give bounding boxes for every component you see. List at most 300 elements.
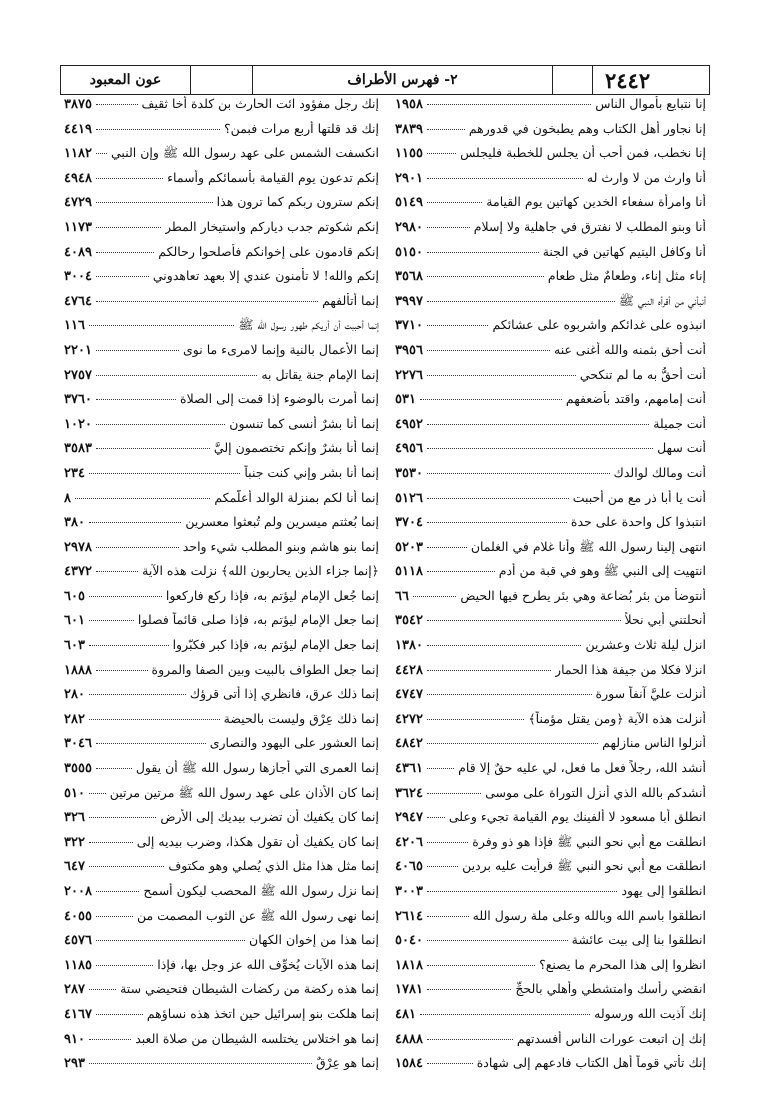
entry-number: ٣٠٠٣	[395, 884, 423, 899]
entry-text: إنك قد قلتها أربع مرات فبمن؟	[224, 120, 379, 136]
entry-text: إنما الأعمال بالنية وإنما لامرىء ما نوى	[183, 341, 379, 357]
dot-leader	[427, 891, 618, 892]
dot-leader	[427, 301, 615, 302]
entry-text: أنزلوا الناس منازلهم	[602, 735, 706, 751]
entry-text: إنما أنا بشرٌ أنسى كما تنسون	[229, 415, 379, 431]
entry-number: ٤٣٧٢	[64, 564, 92, 580]
dot-leader	[420, 1014, 590, 1015]
index-entry	[64, 121, 379, 146]
index-entry	[64, 908, 379, 933]
entry-text: إنكم شكوتم جدب دياركم واستيخار المطر	[165, 218, 379, 234]
entry-number: ٤٣٦١	[395, 761, 423, 777]
dot-leader	[427, 645, 582, 646]
entry-number: ١٣٨٠	[395, 638, 423, 654]
book-title: عون المعبود	[89, 72, 162, 88]
dot-leader	[89, 817, 156, 818]
entry-text: إنك آذيت الله ورسوله	[594, 1005, 706, 1021]
entry-number: ٦٠٣	[64, 638, 85, 654]
entry-number: ٣٥٣٠	[395, 465, 423, 481]
dot-leader	[89, 866, 164, 867]
index-entry	[395, 170, 706, 195]
entry-number: ٣٧٦٠	[64, 392, 92, 408]
dot-leader	[96, 399, 176, 400]
entry-text: أنزلت هذه الآية ﴿ومن يقتل مؤمناً﴾	[528, 710, 706, 726]
entry-number: ٣٧١٠	[395, 318, 423, 334]
entry-number: ١٩٥٨	[395, 97, 423, 112]
dot-leader	[427, 227, 470, 228]
entry-number: ٦٦	[395, 588, 409, 604]
index-entry	[395, 981, 706, 1006]
entry-text: انطلق أبا مسعود لا ألفينك يوم القيامة تجيء وعلى	[448, 809, 706, 825]
entry-number: ٢٧٥٧	[64, 367, 92, 383]
dot-leader	[427, 473, 610, 474]
entry-number: ١١٨٢	[64, 146, 92, 162]
index-entry	[64, 490, 379, 515]
index-entry	[395, 514, 706, 539]
entry-text: إنك إن اتبعت عورات الناس أفسدتهم	[516, 1030, 706, 1046]
dot-leader	[427, 129, 465, 130]
index-entry	[64, 957, 379, 982]
dot-leader	[427, 522, 567, 523]
entry-number: ١٨٨٨	[64, 662, 92, 678]
entry-text: انطلقوا إلى يهود	[621, 883, 706, 898]
entry-text: إنما ذلك عِرْق وليست بالحيضة	[223, 710, 379, 726]
entry-number: ٩١٠	[64, 1031, 85, 1047]
index-entry	[395, 563, 706, 588]
index-entry	[395, 760, 706, 785]
entry-number: ٣٦٢٤	[395, 785, 423, 801]
entry-number: ٢٩٧٨	[64, 539, 92, 555]
index-entry	[395, 416, 706, 441]
entry-number: ٢٩٤٧	[395, 810, 423, 826]
index-entry	[64, 686, 379, 711]
entry-text: إنما نزل رسول الله ﷺ المحصب ليكون أسمح	[143, 883, 379, 898]
dot-leader	[427, 202, 482, 203]
entry-text: إناء مثل إناء، وطعامٌ مثل طعام	[547, 268, 706, 284]
entry-text: إنما أتألفهم	[322, 292, 379, 308]
dot-leader	[427, 817, 445, 818]
index-entry	[64, 858, 379, 883]
entry-text: أنبأني من أقرأه النبي ﷺ	[618, 292, 706, 308]
index-entry	[395, 317, 706, 342]
index-entry	[64, 563, 379, 588]
index-entry	[395, 711, 706, 736]
index-entry	[64, 735, 379, 760]
dot-leader	[427, 325, 489, 326]
dot-leader	[413, 596, 456, 597]
entry-number: ٤٠٦٥	[395, 859, 423, 875]
index-entry	[395, 662, 706, 687]
entry-text: انزلا فكلا من جيفة هذا الحمار	[555, 661, 706, 677]
entry-number: ٣٠٠٤	[64, 269, 92, 285]
entry-number: ٣٠٤٦	[64, 736, 92, 752]
entry-text: إنما بنو هاشم وبنو المطلب شيء واحد	[182, 538, 379, 554]
index-entry	[64, 367, 379, 392]
entry-number: ٣٧٠٤	[395, 515, 423, 531]
entry-text: إنا نتبايع بأموال الناس	[595, 96, 706, 111]
dot-leader	[96, 670, 148, 671]
index-entry	[64, 1055, 379, 1080]
entry-text: إنا نخطب، فمن أحب أن يجلس للخطبة فليجلس	[460, 145, 706, 161]
index-entry	[395, 194, 706, 219]
dot-leader	[427, 719, 524, 720]
dot-leader	[427, 448, 653, 449]
entry-number: ٣٩٩٧	[395, 293, 423, 309]
entry-number: ٤٨١	[395, 1006, 416, 1022]
index-entry	[64, 981, 379, 1006]
entry-number: ٣٨٠	[64, 515, 85, 531]
index-entry	[395, 883, 706, 908]
page-number: ٢٤٤٢	[592, 66, 709, 94]
dot-leader	[427, 252, 539, 253]
index-entry	[395, 268, 706, 293]
entry-number: ٣٥٥٥	[64, 761, 92, 777]
entry-number: ٨	[64, 490, 71, 506]
entry-number: ٢٣٤	[64, 465, 85, 481]
dot-leader	[89, 842, 133, 843]
index-entry	[395, 834, 706, 859]
entry-number: ٤٧٢٩	[64, 195, 92, 211]
dot-leader	[427, 743, 598, 744]
entry-number: ٣٥٤٢	[395, 613, 423, 629]
entry-number: ٣٥٨٣	[64, 441, 92, 457]
entry-number: ١١٦	[64, 318, 85, 334]
dot-leader	[96, 547, 179, 548]
entry-text: ﴿إنما جزاء الذين يحاربون الله﴾ نزلت هذه الآية	[142, 563, 379, 579]
page-header	[60, 65, 710, 95]
index-entry	[64, 416, 379, 441]
dot-leader	[96, 178, 163, 179]
entry-number: ٤٩٥٦	[395, 441, 423, 457]
entry-number: ٥٣١	[395, 392, 416, 408]
entry-text: إنما كان يكفيك أن تضرب بيديك إلى الأرض	[160, 809, 379, 825]
dot-leader	[96, 1014, 143, 1015]
dot-leader	[96, 375, 257, 376]
dot-leader	[75, 498, 210, 499]
entry-number: ٥١٠	[64, 785, 85, 801]
index-entry	[64, 465, 379, 490]
dot-leader	[96, 743, 206, 744]
entry-number: ٣٥٦٨	[395, 269, 423, 285]
entry-number: ٢٦١٤	[395, 908, 423, 924]
entry-text: انظروا إلى هذا المحرم ما يصنع؟	[539, 956, 706, 972]
index-entry	[64, 662, 379, 687]
index-entry	[395, 121, 706, 146]
index-entry	[395, 588, 706, 613]
index-entry	[395, 1055, 706, 1080]
entry-number: ٤٢٧٢	[395, 711, 423, 727]
index-entry	[395, 809, 706, 834]
index-entry	[395, 490, 706, 515]
dot-leader	[96, 153, 107, 154]
entry-text: إنما الإمام جنة يقاتل به	[261, 366, 379, 382]
entry-text: أنت أحقُّ به ما لم تنكحي	[579, 366, 706, 382]
index-entry	[64, 612, 379, 637]
index-entry	[395, 342, 706, 367]
entry-number: ٦٤٧	[64, 859, 85, 875]
dot-leader	[427, 350, 550, 351]
index-entry	[64, 785, 379, 810]
entry-text: إنما العشور على اليهود والنصارى	[209, 735, 379, 751]
entry-number: ٤٧٦٤	[64, 293, 92, 309]
dot-leader	[96, 571, 138, 572]
index-entry	[64, 219, 379, 244]
dot-leader	[96, 424, 225, 425]
section-title: ٢- فهرس الأطراف	[252, 66, 552, 94]
dot-leader	[427, 940, 568, 941]
dot-leader	[89, 522, 181, 523]
entry-number: ١١٨٥	[64, 957, 92, 973]
entry-text: أنا وامرأة سفعاء الخدين كهاتين يوم القيامة	[486, 194, 706, 210]
dot-leader	[427, 620, 621, 621]
dot-leader	[96, 202, 213, 203]
dot-leader	[89, 325, 234, 326]
entry-text: انطلقوا باسم الله وبالله وعلى ملة رسول الله	[472, 907, 706, 923]
dot-leader	[89, 694, 186, 695]
entry-text: إنما بُعثتم ميسرين ولم تُبعثوا معسرين	[185, 514, 379, 530]
entry-number: ٦٠١	[64, 613, 85, 629]
entry-text: إنما أنا لكم بمنزلة الوالد أعلّمكم	[214, 489, 379, 505]
dot-leader	[427, 276, 544, 277]
dot-leader	[427, 793, 481, 794]
entry-text: انبذوه على غدائكم واشربوه على عشائكم	[492, 317, 706, 333]
entry-text: أنا وارث من لا وارث له	[586, 169, 706, 185]
entry-number: ١٥٨٤	[395, 1056, 423, 1072]
index-entry	[64, 932, 379, 957]
entry-number: ٥٢٠٣	[395, 539, 423, 555]
entry-text: إنما جعل الإمام ليؤتم به، فإذا صلى قائماً فصلوا	[137, 612, 379, 628]
entry-number: ٤٧٤٧	[395, 687, 423, 703]
index-entry	[64, 244, 379, 269]
dot-leader	[427, 989, 511, 990]
index-entry	[395, 1031, 706, 1056]
entry-text: انتهى إلينا رسول الله ﷺ وأنا غلام في الغلمان	[470, 538, 706, 554]
dot-leader	[427, 670, 551, 671]
entry-number: ٢٢٧٦	[395, 367, 423, 383]
entry-text: إنكم قادمون على إخوانكم فأصلحوا رحالكم	[158, 243, 379, 259]
dot-leader	[427, 178, 583, 179]
entry-text: أنحلتني أبي نحلاً	[624, 612, 706, 628]
entry-text: انقضي رأسك وامتشطي وأهلي بالحجِّ	[515, 981, 706, 997]
entry-text: إنك رجل مفؤود ائت الحارث بن كلدة أخا ثقيف	[141, 96, 379, 111]
entry-text: انزل ليلة ثلاث وعشرين	[585, 637, 706, 653]
entry-number: ٢٨٢	[64, 711, 85, 727]
dot-leader	[427, 547, 467, 548]
index-entry	[395, 785, 706, 810]
entry-text: انتهيت إلى النبي ﷺ وهو في قبة من أدم	[498, 563, 706, 579]
entry-text: إنكم والله! لا تأمنون عندي إلا بعهد تعاهدوني	[152, 268, 379, 284]
index-entry	[395, 957, 706, 982]
entry-text: انكسفت الشمس على عهد رسول الله ﷺ وإن النبي	[111, 145, 379, 161]
dot-leader	[96, 448, 210, 449]
index-entry	[64, 145, 379, 170]
entry-number: ٤٩٥٢	[395, 416, 423, 432]
dot-leader	[427, 1039, 513, 1040]
dot-leader	[427, 424, 649, 425]
dot-leader	[96, 916, 133, 917]
entry-number: ٢٢٠١	[64, 342, 92, 358]
entry-number: ١١٧٣	[64, 219, 92, 235]
entry-number: ٤١٦٧	[64, 1006, 92, 1022]
dot-leader	[89, 620, 134, 621]
dot-leader	[427, 498, 569, 499]
index-entry	[395, 612, 706, 637]
dot-leader	[96, 227, 161, 228]
entry-number: ٢٨٠	[64, 687, 85, 703]
dot-leader	[427, 1063, 473, 1064]
entry-text: أنشدكم بالله الذي أنزل التوراة على موسى	[485, 784, 706, 800]
index-entry	[64, 268, 379, 293]
entry-text: إنكم تدعون يوم القيامة بأسمائكم وأسماء	[167, 169, 379, 185]
entry-number: ٣٨٧٥	[64, 97, 92, 112]
entry-number: ٦٠٥	[64, 588, 85, 604]
dot-leader	[427, 571, 495, 572]
dot-leader	[89, 473, 240, 474]
entry-number: ١٨١٨	[395, 957, 423, 973]
dot-leader	[96, 768, 132, 769]
entry-text: إنا نجاور أهل الكتاب وهم يطبخون في قدورهم	[468, 120, 706, 136]
entry-text: إنما هذا من إخوان الكهان	[249, 932, 379, 948]
entry-text: أنت سهل	[657, 440, 706, 456]
index-entry	[395, 932, 706, 957]
index-entry	[395, 367, 706, 392]
index-entry	[64, 1031, 379, 1056]
header-spacer	[552, 66, 592, 94]
dot-leader	[427, 375, 576, 376]
entry-number: ٢٠٠٨	[64, 884, 92, 899]
entry-number: ٣٩٥٦	[395, 342, 423, 358]
dot-leader	[89, 719, 220, 720]
entry-text: إنما أُمرت بالوضوء إذا قمت إلى الصلاة	[180, 391, 379, 407]
dot-leader	[96, 276, 149, 277]
left-column	[60, 96, 385, 1080]
entry-number: ٤٨٤٢	[395, 736, 423, 752]
dot-leader	[96, 301, 318, 302]
dot-leader	[96, 965, 153, 966]
entry-number: ٢٩٨٠	[395, 219, 423, 235]
entry-text: انطلقت مع أبي نحو النبي ﷺ فرأيت عليه بردين	[462, 858, 706, 874]
entry-text: إنما أحببت أن أريكم طهور رسول الله ﷺ	[238, 317, 379, 333]
index-entry	[395, 858, 706, 883]
dot-leader	[96, 350, 179, 351]
entry-text: إنك تأتي قوماً أهل الكتاب فادعهم إلى شهادة	[476, 1055, 706, 1071]
index-entry	[64, 170, 379, 195]
entry-number: ٤٨٨٨	[395, 1031, 423, 1047]
entry-number: ٣٨٣٩	[395, 121, 423, 137]
index-entry	[395, 465, 706, 490]
entry-text: إنما كان يكفيك أن تقول هكذا، وضرب بيديه إلى	[136, 833, 379, 849]
entry-text: إنما العمرى التي أجازها رسول الله ﷺ أن يقول	[135, 760, 379, 776]
entry-number: ١١٥٥	[395, 146, 423, 162]
entry-number: ٤٤٢٨	[395, 662, 423, 678]
index-entry	[64, 760, 379, 785]
entry-text: إنما هلكت بنو إسرائيل حين اتخذ هذه نساؤهم	[146, 1005, 379, 1021]
index-entry	[395, 908, 706, 933]
entry-text: إنما أنا بشر وإني كنت جنباً	[244, 464, 379, 480]
index-entry	[64, 317, 379, 342]
index-entry	[395, 219, 706, 244]
dot-leader	[427, 768, 454, 769]
entry-text: أنا وكافل اليتيم كهاتين في الجنة	[542, 243, 706, 259]
index-entry	[64, 514, 379, 539]
index-entry	[64, 539, 379, 564]
dot-leader	[427, 965, 535, 966]
entry-text: إنما هو اختلاس يختلسه الشيطان من صلاة العبد	[135, 1030, 379, 1046]
entry-number: ٢٨٧	[64, 982, 85, 998]
index-entry	[395, 145, 706, 170]
entry-text: إنما هذه الآيات يُخوِّف الله عز وجل بها، فإذا	[157, 956, 379, 972]
entry-text: أنت ومالك لوالدك	[613, 464, 706, 480]
index-entry	[395, 391, 706, 416]
index-entry	[64, 711, 379, 736]
dot-leader	[89, 1039, 131, 1040]
index-entry	[64, 834, 379, 859]
entry-number: ٤٥٧٦	[64, 933, 92, 949]
entry-number: ٤٤١٩	[64, 121, 92, 137]
entry-text: إنما أنا بشرٌ وإنكم تختصمون إليَّ	[213, 440, 379, 456]
index-entry	[64, 1006, 379, 1031]
entry-text: إنما ذلك عرق، فانظري إذا أتى قرؤك	[189, 686, 379, 702]
index-entry	[64, 342, 379, 367]
entry-number: ٥١١٨	[395, 564, 423, 580]
dot-leader	[427, 842, 468, 843]
index-entry	[395, 735, 706, 760]
dot-leader	[420, 399, 562, 400]
entry-text: إنما كان الأذان على عهد رسول الله ﷺ مرتين مرتين	[109, 784, 379, 800]
dot-leader	[427, 153, 456, 154]
entry-number: ٥٠٤٠	[395, 933, 423, 949]
index-entry	[64, 588, 379, 613]
entry-text: إنما جعل الإمام ليؤتم به، فإذا كبر فكبّروا	[172, 637, 379, 653]
entry-text: إنما مثل هذا مثل الذي يُصلي وهو مكتوف	[168, 858, 379, 874]
entry-number: ٥١٢٦	[395, 490, 423, 506]
index-columns	[60, 96, 710, 1080]
entry-number: ٢٩٣	[64, 1056, 85, 1072]
index-entry	[395, 1006, 706, 1031]
dot-leader	[427, 916, 469, 917]
index-entry	[395, 293, 706, 318]
entry-text: أنا وبنو المطلب لا نفترق في جاهلية ولا إسلام	[473, 218, 706, 234]
entry-text: أنت إمامهم، واقتد بأضعفهم	[565, 391, 706, 407]
dot-leader	[427, 104, 591, 105]
entry-number: ١٠٢٠	[64, 416, 92, 432]
entry-number: ٤٢٠٦	[395, 834, 423, 850]
dot-leader	[89, 1063, 312, 1064]
entry-text: إنما هو عِرْقٌ	[315, 1055, 379, 1071]
dot-leader	[96, 940, 245, 941]
index-entry	[395, 686, 706, 711]
entry-number: ١٧٨١	[395, 982, 423, 998]
dot-leader	[96, 129, 220, 130]
index-entry	[395, 244, 706, 269]
dot-leader	[89, 989, 116, 990]
index-entry	[64, 637, 379, 662]
index-entry	[64, 440, 379, 465]
entry-number: ٤٠٨٩	[64, 244, 92, 260]
dot-leader	[89, 645, 169, 646]
dot-leader	[427, 694, 592, 695]
index-entry	[64, 809, 379, 834]
index-entry	[64, 391, 379, 416]
entry-number: ٤٠٥٥	[64, 908, 92, 924]
index-entry	[395, 440, 706, 465]
dot-leader	[96, 252, 154, 253]
entry-number: ٣٢٢	[64, 834, 85, 850]
entry-text: انطلقوا بنا إلى بيت عائشة	[571, 932, 706, 948]
entry-number: ٤٩٤٨	[64, 170, 92, 186]
index-entry	[64, 883, 379, 908]
entry-text: أُنزلت عليَّ آنفاً سورة	[595, 686, 706, 702]
